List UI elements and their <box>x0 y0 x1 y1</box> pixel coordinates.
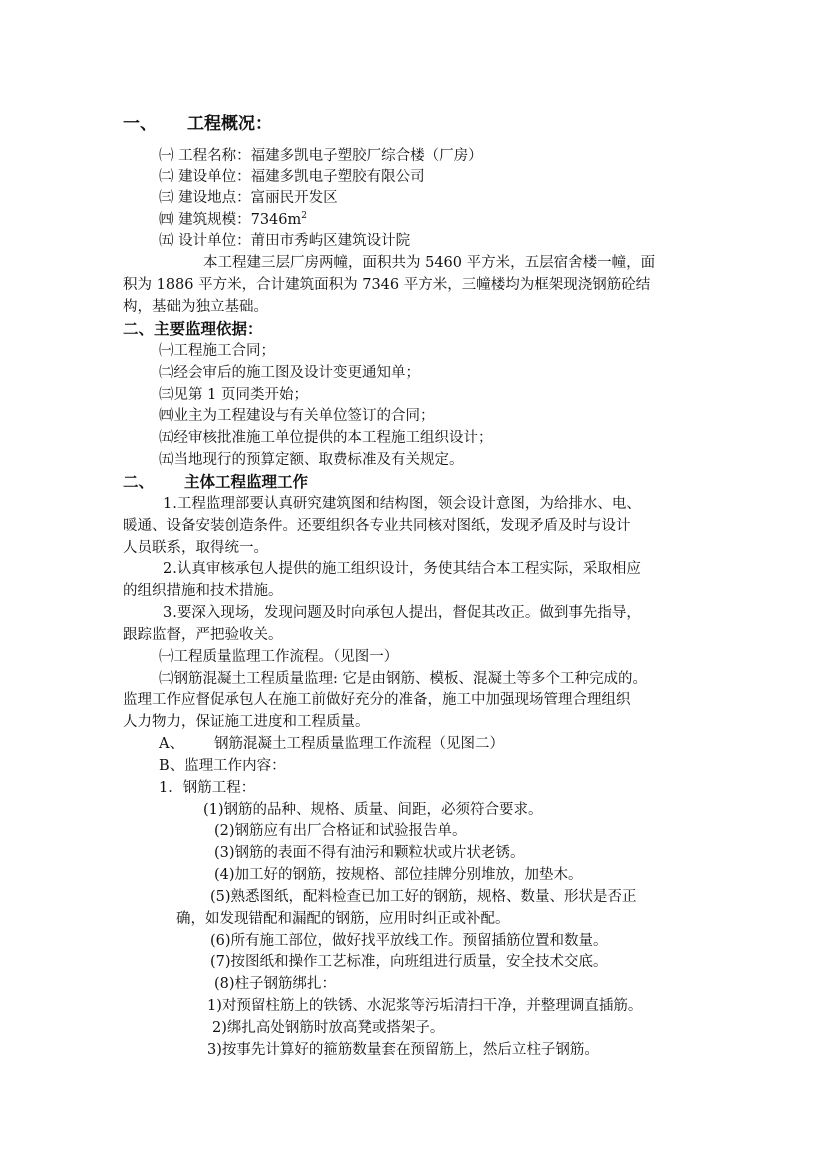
steel-title: 1．钢筋工程： <box>159 780 256 796</box>
body-line: 的组织措施和技术措施。 <box>123 583 283 599</box>
steel-item: 3)按事先计算好的箍筋数量套在预留筋上，然后立柱子钢筋。 <box>207 1042 599 1058</box>
basis-item: ㈢见第 1 页同类开始； <box>159 387 308 403</box>
item-text: 建筑规模：7346m <box>178 212 302 228</box>
item-mark: ㈣ <box>159 212 174 228</box>
project-item <box>159 188 338 208</box>
body-line: 3.要深入现场，发现问题及时向承包人提出，督促其改正。做到事先指导， <box>163 605 641 621</box>
item-mark: ㈡ <box>159 169 174 185</box>
steel-item: (6)所有施工部位，做好找平放线工作。预留插筋位置和数量。 <box>210 933 608 949</box>
basis-item: ㈠工程施工合同； <box>159 343 275 359</box>
section-1-title: 工程概况： <box>187 114 272 134</box>
subsection-b: B、监理工作内容： <box>159 758 286 774</box>
item-mark: ㈤ <box>159 233 174 249</box>
item-text: 工程名称：福建多凯电子塑胶厂综合楼（厂房） <box>178 148 483 164</box>
section-1-heading <box>123 114 272 134</box>
project-item <box>159 167 425 187</box>
paragraph-line: 构，基础为独立基础。 <box>123 299 268 315</box>
section-3-number: 二、 <box>123 473 155 491</box>
subsection-a <box>159 734 504 754</box>
body-line: 2.认真审核承包人提供的施工组织设计，务使其结合本工程实际，采取相应 <box>163 561 641 577</box>
steel-item: (8)柱子钢筋绑扎： <box>214 976 337 992</box>
basis-item: ㈡经会审后的施工图及设计变更通知单； <box>159 365 420 381</box>
paragraph-line: 本工程建三层厂房两幢，面积共为 5460 平方米，五层宿舍楼一幢，面 <box>203 255 656 271</box>
steel-item: (7)按图纸和操作工艺标准，向班组进行质量，安全技术交底。 <box>210 954 608 970</box>
item-text: 建设地点：富丽民开发区 <box>178 190 338 206</box>
subsection-a-text: 钢筋混凝土工程质量监理工作流程（见图二） <box>213 736 504 752</box>
body-line: 监理工作应督促承包人在施工前做好充分的准备，施工中加强现场管理合理组织 <box>123 692 631 708</box>
body-line: 人员联系，取得统一。 <box>123 540 268 556</box>
steel-item: (3)钢筋的表面不得有油污和颗粒状或片状老锈。 <box>214 845 525 861</box>
body-line: ㈠工程质量监理工作流程。（见图一） <box>159 649 399 665</box>
steel-item: 确，如发现错配和漏配的钢筋，应用时纠正或补配。 <box>176 911 510 927</box>
basis-item: ㈤当地现行的预算定额、取费标准及有关规定。 <box>159 452 464 468</box>
superscript: 2 <box>301 211 307 222</box>
subsection-a-label: A、 <box>159 736 184 752</box>
steel-item: (1)钢筋的品种、规格、质量、间距，必须符合要求。 <box>203 802 543 818</box>
item-text: 建设单位：福建多凯电子塑胶有限公司 <box>178 169 425 185</box>
steel-item: (5)熟悉图纸，配料检查已加工好的钢筋，规格、数量、形状是否正 <box>210 889 637 905</box>
section-1-number: 一、 <box>123 114 157 134</box>
steel-item: 2)绑扎高处钢筋时放高凳或搭架子。 <box>212 1020 445 1036</box>
item-text: 设计单位：莆田市秀屿区建筑设计院 <box>178 233 411 249</box>
paragraph-line: 积为 1886 平方米，合计建筑面积为 7346 平方米，三幢楼均为框架现浇钢筋砼结 <box>123 277 651 293</box>
item-mark: ㈢ <box>159 190 174 206</box>
project-item <box>159 231 410 251</box>
steel-item: (2)钢筋应有出厂合格证和试验报告单。 <box>214 823 467 839</box>
item-mark: ㈠ <box>159 148 174 164</box>
body-line: ㈡钢筋混凝土工程质量监理: 它是由钢筋、模板、混凝土等多个工种完成的。 <box>159 671 647 687</box>
basis-item: ㈤经审核批准施工单位提供的本工程施工组织设计； <box>159 430 493 446</box>
section-3-title: 主体工程监理工作 <box>184 473 309 491</box>
body-line: 暖通、设备安装创造条件。还要组织各专业共同核对图纸，发现矛盾及时与设计 <box>123 518 631 534</box>
steel-item: 1)对预留柱筋上的铁锈、水泥浆等污垢清扫干净，并整理调直插筋。 <box>207 998 643 1014</box>
section-3-heading <box>123 472 308 492</box>
basis-item: ㈣业主为工程建设与有关单位签订的合同； <box>159 408 435 424</box>
body-line: 人力物力，保证施工进度和工程质量。 <box>123 714 370 730</box>
section-2-title: 二、主要监理依据： <box>123 320 263 338</box>
project-item <box>159 210 307 230</box>
project-item <box>159 146 483 166</box>
body-line: 1.工程监理部要认真研究建筑图和结构图，领会设计意图，为给排水、电、 <box>163 496 641 512</box>
steel-item: (4)加工好的钢筋，按规格、部位挂牌分别堆放，加垫木。 <box>214 867 583 883</box>
body-line: 跟踪监督，严把验收关。 <box>123 627 283 643</box>
